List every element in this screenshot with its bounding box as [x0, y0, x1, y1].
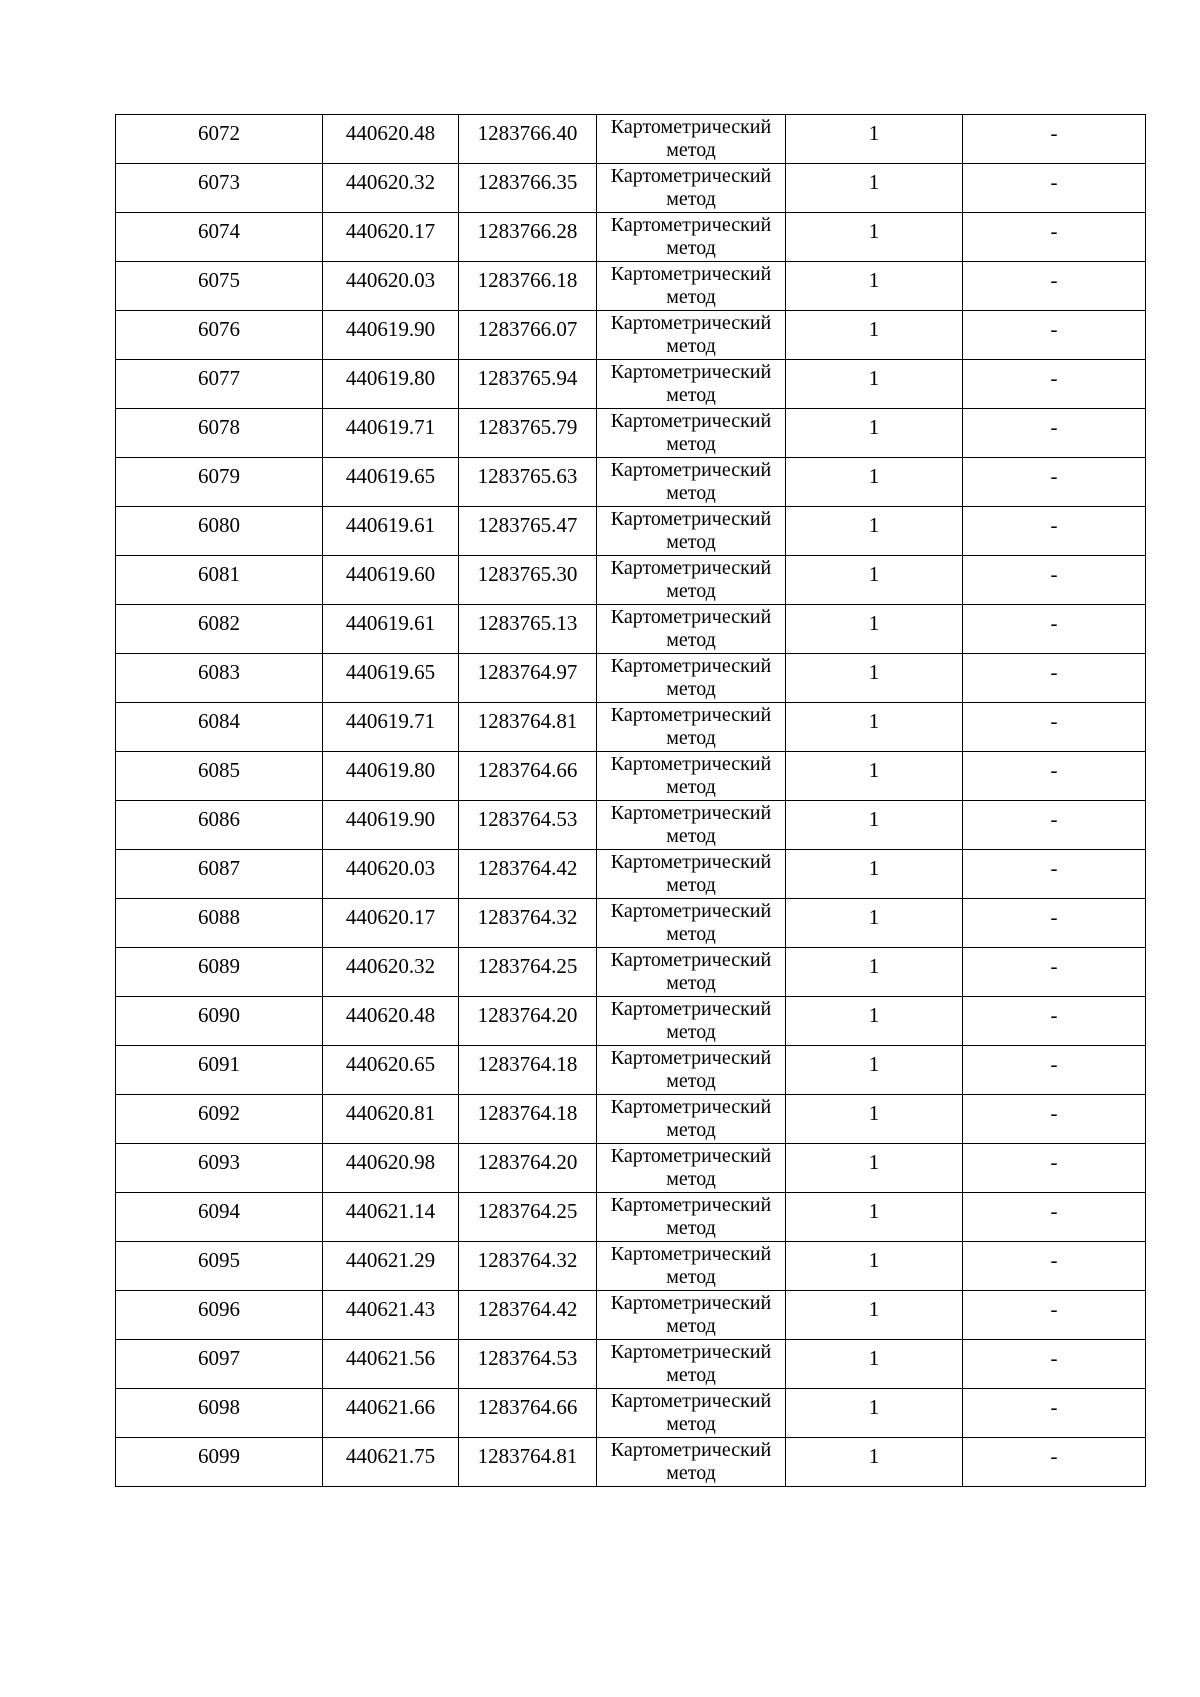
method-line-1: Картометрический — [610, 1439, 772, 1461]
point-number-cell: 6099 — [116, 1438, 323, 1487]
method-line-1: Картометрический — [610, 459, 772, 481]
point-number-cell: 6091 — [116, 1046, 323, 1095]
y-coordinate-cell: 1283764.18 — [459, 1095, 597, 1144]
accuracy-cell: 1 — [786, 164, 963, 213]
method-line-1: Картометрический — [610, 1047, 772, 1069]
note-cell: - — [963, 850, 1146, 899]
accuracy-cell: 1 — [786, 1340, 963, 1389]
y-coordinate-cell: 1283766.35 — [459, 164, 597, 213]
note-cell: - — [963, 1095, 1146, 1144]
method-line-2: метод — [666, 1168, 716, 1190]
accuracy-cell: 1 — [786, 507, 963, 556]
method-cell — [597, 899, 786, 948]
method-line-1: Картометрический — [610, 116, 772, 138]
x-coordinate-cell: 440620.48 — [323, 115, 459, 164]
accuracy-cell: 1 — [786, 997, 963, 1046]
note-cell: - — [963, 311, 1146, 360]
accuracy-cell: 1 — [786, 654, 963, 703]
point-number-cell: 6087 — [116, 850, 323, 899]
method-line-2: метод — [666, 629, 716, 651]
y-coordinate-cell: 1283765.63 — [459, 458, 597, 507]
point-number-cell: 6086 — [116, 801, 323, 850]
x-coordinate-cell: 440621.66 — [323, 1389, 459, 1438]
method-line-1: Картометрический — [610, 508, 772, 530]
y-coordinate-cell: 1283764.81 — [459, 703, 597, 752]
table-row — [116, 458, 1146, 507]
method-line-1: Картометрический — [610, 655, 772, 677]
method-line-2: метод — [666, 1413, 716, 1435]
x-coordinate-cell: 440620.17 — [323, 899, 459, 948]
point-number-cell: 6092 — [116, 1095, 323, 1144]
note-cell: - — [963, 164, 1146, 213]
y-coordinate-cell: 1283765.47 — [459, 507, 597, 556]
x-coordinate-cell: 440621.29 — [323, 1242, 459, 1291]
note-cell: - — [963, 752, 1146, 801]
x-coordinate-cell: 440620.48 — [323, 997, 459, 1046]
accuracy-cell: 1 — [786, 850, 963, 899]
accuracy-cell: 1 — [786, 1144, 963, 1193]
x-coordinate-cell: 440621.75 — [323, 1438, 459, 1487]
x-coordinate-cell: 440620.81 — [323, 1095, 459, 1144]
y-coordinate-cell: 1283765.13 — [459, 605, 597, 654]
point-number-cell: 6084 — [116, 703, 323, 752]
note-cell: - — [963, 115, 1146, 164]
method-line-1: Картометрический — [610, 1194, 772, 1216]
y-coordinate-cell: 1283766.28 — [459, 213, 597, 262]
point-number-cell: 6097 — [116, 1340, 323, 1389]
method-line-1: Картометрический — [610, 998, 772, 1020]
x-coordinate-cell: 440619.71 — [323, 703, 459, 752]
table-row — [116, 899, 1146, 948]
table-row — [116, 262, 1146, 311]
method-cell — [597, 1340, 786, 1389]
method-cell — [597, 164, 786, 213]
x-coordinate-cell: 440619.80 — [323, 752, 459, 801]
point-number-cell: 6078 — [116, 409, 323, 458]
method-line-2: метод — [666, 1364, 716, 1386]
x-coordinate-cell: 440619.65 — [323, 458, 459, 507]
method-line-2: метод — [666, 678, 716, 700]
method-cell — [597, 605, 786, 654]
x-coordinate-cell: 440621.14 — [323, 1193, 459, 1242]
method-cell — [597, 1438, 786, 1487]
accuracy-cell: 1 — [786, 605, 963, 654]
method-cell — [597, 850, 786, 899]
note-cell: - — [963, 1291, 1146, 1340]
table-row — [116, 507, 1146, 556]
point-number-cell: 6093 — [116, 1144, 323, 1193]
accuracy-cell: 1 — [786, 360, 963, 409]
y-coordinate-cell: 1283764.97 — [459, 654, 597, 703]
method-line-2: метод — [666, 433, 716, 455]
method-cell — [597, 703, 786, 752]
table-row — [116, 1291, 1146, 1340]
method-cell — [597, 948, 786, 997]
method-line-2: метод — [666, 1315, 716, 1337]
accuracy-cell: 1 — [786, 801, 963, 850]
method-cell — [597, 1389, 786, 1438]
point-number-cell: 6077 — [116, 360, 323, 409]
accuracy-cell: 1 — [786, 703, 963, 752]
method-cell — [597, 1144, 786, 1193]
x-coordinate-cell: 440621.56 — [323, 1340, 459, 1389]
point-number-cell: 6090 — [116, 997, 323, 1046]
y-coordinate-cell: 1283764.81 — [459, 1438, 597, 1487]
note-cell: - — [963, 801, 1146, 850]
table-row — [116, 850, 1146, 899]
method-line-1: Картометрический — [610, 312, 772, 334]
accuracy-cell: 1 — [786, 409, 963, 458]
accuracy-cell: 1 — [786, 115, 963, 164]
method-line-1: Картометрический — [610, 361, 772, 383]
accuracy-cell: 1 — [786, 1193, 963, 1242]
table-row — [116, 409, 1146, 458]
method-cell — [597, 213, 786, 262]
x-coordinate-cell: 440620.65 — [323, 1046, 459, 1095]
method-line-1: Картометрический — [610, 557, 772, 579]
method-line-1: Картометрический — [610, 165, 772, 187]
table-row — [116, 1389, 1146, 1438]
table-row — [116, 1242, 1146, 1291]
table-row — [116, 556, 1146, 605]
y-coordinate-cell: 1283766.18 — [459, 262, 597, 311]
point-number-cell: 6075 — [116, 262, 323, 311]
method-line-2: метод — [666, 1462, 716, 1484]
x-coordinate-cell: 440620.17 — [323, 213, 459, 262]
point-number-cell: 6096 — [116, 1291, 323, 1340]
method-cell — [597, 458, 786, 507]
table-row — [116, 213, 1146, 262]
method-cell — [597, 1046, 786, 1095]
table-row — [116, 1193, 1146, 1242]
method-line-1: Картометрический — [610, 851, 772, 873]
note-cell: - — [963, 1046, 1146, 1095]
table-row — [116, 311, 1146, 360]
x-coordinate-cell: 440621.43 — [323, 1291, 459, 1340]
method-line-2: метод — [666, 384, 716, 406]
method-line-1: Картометрический — [610, 753, 772, 775]
method-line-1: Картометрический — [610, 704, 772, 726]
note-cell: - — [963, 360, 1146, 409]
y-coordinate-cell: 1283764.42 — [459, 1291, 597, 1340]
method-line-2: метод — [666, 1119, 716, 1141]
method-cell — [597, 752, 786, 801]
coordinates-table-body — [116, 115, 1146, 1487]
y-coordinate-cell: 1283766.07 — [459, 311, 597, 360]
note-cell: - — [963, 1438, 1146, 1487]
accuracy-cell: 1 — [786, 213, 963, 262]
method-line-2: метод — [666, 531, 716, 553]
method-line-2: метод — [666, 1266, 716, 1288]
point-number-cell: 6073 — [116, 164, 323, 213]
method-line-2: метод — [666, 188, 716, 210]
table-row — [116, 360, 1146, 409]
method-cell — [597, 262, 786, 311]
method-line-2: метод — [666, 1217, 716, 1239]
x-coordinate-cell: 440620.98 — [323, 1144, 459, 1193]
y-coordinate-cell: 1283764.25 — [459, 948, 597, 997]
method-cell — [597, 360, 786, 409]
table-row — [116, 654, 1146, 703]
method-cell — [597, 311, 786, 360]
point-number-cell: 6089 — [116, 948, 323, 997]
method-cell — [597, 409, 786, 458]
method-line-2: метод — [666, 335, 716, 357]
x-coordinate-cell: 440619.90 — [323, 801, 459, 850]
table-row — [116, 1340, 1146, 1389]
point-number-cell: 6072 — [116, 115, 323, 164]
note-cell: - — [963, 507, 1146, 556]
method-line-2: метод — [666, 286, 716, 308]
method-cell — [597, 115, 786, 164]
point-number-cell: 6085 — [116, 752, 323, 801]
y-coordinate-cell: 1283765.79 — [459, 409, 597, 458]
method-cell — [597, 1095, 786, 1144]
point-number-cell: 6079 — [116, 458, 323, 507]
method-line-1: Картометрический — [610, 410, 772, 432]
method-cell — [597, 1242, 786, 1291]
x-coordinate-cell: 440619.65 — [323, 654, 459, 703]
y-coordinate-cell: 1283764.25 — [459, 1193, 597, 1242]
x-coordinate-cell: 440620.32 — [323, 948, 459, 997]
point-number-cell: 6098 — [116, 1389, 323, 1438]
note-cell: - — [963, 703, 1146, 752]
table-row — [116, 752, 1146, 801]
method-cell — [597, 507, 786, 556]
note-cell: - — [963, 409, 1146, 458]
method-cell — [597, 556, 786, 605]
point-number-cell: 6088 — [116, 899, 323, 948]
accuracy-cell: 1 — [786, 1095, 963, 1144]
y-coordinate-cell: 1283764.20 — [459, 997, 597, 1046]
point-number-cell: 6082 — [116, 605, 323, 654]
y-coordinate-cell: 1283764.18 — [459, 1046, 597, 1095]
method-line-1: Картометрический — [610, 214, 772, 236]
table-row — [116, 801, 1146, 850]
table-row — [116, 997, 1146, 1046]
y-coordinate-cell: 1283764.66 — [459, 752, 597, 801]
method-line-2: метод — [666, 139, 716, 161]
method-line-2: метод — [666, 1021, 716, 1043]
table-row — [116, 1046, 1146, 1095]
y-coordinate-cell: 1283764.32 — [459, 1242, 597, 1291]
method-cell — [597, 1193, 786, 1242]
note-cell: - — [963, 1144, 1146, 1193]
note-cell: - — [963, 948, 1146, 997]
method-line-1: Картометрический — [610, 1390, 772, 1412]
note-cell: - — [963, 213, 1146, 262]
x-coordinate-cell: 440620.32 — [323, 164, 459, 213]
coordinates-table — [115, 114, 1146, 1487]
method-line-1: Картометрический — [610, 606, 772, 628]
table-row — [116, 948, 1146, 997]
accuracy-cell: 1 — [786, 262, 963, 311]
x-coordinate-cell: 440619.61 — [323, 507, 459, 556]
table-row — [116, 1144, 1146, 1193]
method-line-2: метод — [666, 727, 716, 749]
note-cell: - — [963, 899, 1146, 948]
x-coordinate-cell: 440619.90 — [323, 311, 459, 360]
note-cell: - — [963, 1340, 1146, 1389]
y-coordinate-cell: 1283764.53 — [459, 801, 597, 850]
x-coordinate-cell: 440620.03 — [323, 850, 459, 899]
x-coordinate-cell: 440619.61 — [323, 605, 459, 654]
y-coordinate-cell: 1283764.20 — [459, 1144, 597, 1193]
y-coordinate-cell: 1283764.42 — [459, 850, 597, 899]
note-cell: - — [963, 997, 1146, 1046]
method-cell — [597, 801, 786, 850]
method-line-2: метод — [666, 482, 716, 504]
accuracy-cell: 1 — [786, 311, 963, 360]
table-row — [116, 605, 1146, 654]
x-coordinate-cell: 440620.03 — [323, 262, 459, 311]
method-cell — [597, 997, 786, 1046]
note-cell: - — [963, 556, 1146, 605]
x-coordinate-cell: 440619.60 — [323, 556, 459, 605]
note-cell: - — [963, 1193, 1146, 1242]
accuracy-cell: 1 — [786, 1438, 963, 1487]
method-line-2: метод — [666, 776, 716, 798]
accuracy-cell: 1 — [786, 1046, 963, 1095]
accuracy-cell: 1 — [786, 1291, 963, 1340]
note-cell: - — [963, 1242, 1146, 1291]
x-coordinate-cell: 440619.80 — [323, 360, 459, 409]
method-cell — [597, 654, 786, 703]
table-row — [116, 164, 1146, 213]
method-line-1: Картометрический — [610, 949, 772, 971]
y-coordinate-cell: 1283764.53 — [459, 1340, 597, 1389]
y-coordinate-cell: 1283765.94 — [459, 360, 597, 409]
table-row — [116, 703, 1146, 752]
table-row — [116, 1438, 1146, 1487]
method-line-1: Картометрический — [610, 900, 772, 922]
table-row — [116, 1095, 1146, 1144]
x-coordinate-cell: 440619.71 — [323, 409, 459, 458]
note-cell: - — [963, 458, 1146, 507]
y-coordinate-cell: 1283766.40 — [459, 115, 597, 164]
table-row — [116, 115, 1146, 164]
method-line-1: Картометрический — [610, 802, 772, 824]
point-number-cell: 6080 — [116, 507, 323, 556]
y-coordinate-cell: 1283764.32 — [459, 899, 597, 948]
y-coordinate-cell: 1283765.30 — [459, 556, 597, 605]
method-line-1: Картометрический — [610, 1145, 772, 1167]
point-number-cell: 6081 — [116, 556, 323, 605]
point-number-cell: 6074 — [116, 213, 323, 262]
note-cell: - — [963, 1389, 1146, 1438]
accuracy-cell: 1 — [786, 948, 963, 997]
method-line-1: Картометрический — [610, 1292, 772, 1314]
method-line-1: Картометрический — [610, 1243, 772, 1265]
method-line-2: метод — [666, 237, 716, 259]
method-line-2: метод — [666, 972, 716, 994]
point-number-cell: 6094 — [116, 1193, 323, 1242]
method-line-2: метод — [666, 825, 716, 847]
method-line-2: метод — [666, 580, 716, 602]
accuracy-cell: 1 — [786, 899, 963, 948]
method-line-1: Картометрический — [610, 1096, 772, 1118]
method-line-2: метод — [666, 874, 716, 896]
y-coordinate-cell: 1283764.66 — [459, 1389, 597, 1438]
point-number-cell: 6095 — [116, 1242, 323, 1291]
point-number-cell: 6083 — [116, 654, 323, 703]
method-line-2: метод — [666, 1070, 716, 1092]
method-cell — [597, 1291, 786, 1340]
accuracy-cell: 1 — [786, 1389, 963, 1438]
accuracy-cell: 1 — [786, 1242, 963, 1291]
note-cell: - — [963, 262, 1146, 311]
accuracy-cell: 1 — [786, 556, 963, 605]
accuracy-cell: 1 — [786, 752, 963, 801]
accuracy-cell: 1 — [786, 458, 963, 507]
method-line-1: Картометрический — [610, 1341, 772, 1363]
point-number-cell: 6076 — [116, 311, 323, 360]
note-cell: - — [963, 654, 1146, 703]
method-line-2: метод — [666, 923, 716, 945]
method-line-1: Картометрический — [610, 263, 772, 285]
note-cell: - — [963, 605, 1146, 654]
